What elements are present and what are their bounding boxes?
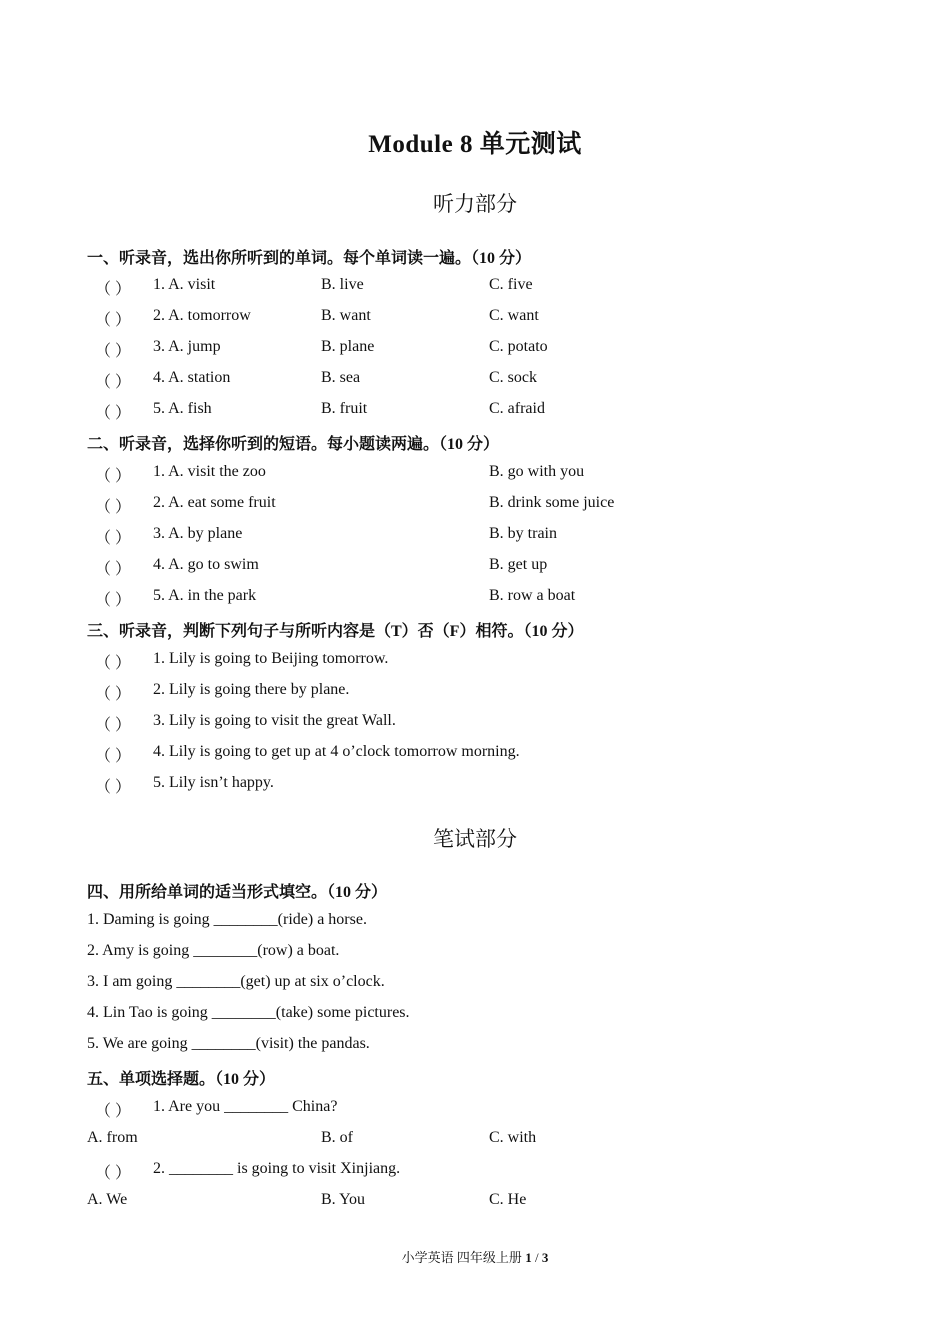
answer-blank[interactable]: （ ） bbox=[95, 748, 132, 765]
fill-text: 1. Daming is going ________(ride) a horse. bbox=[87, 911, 367, 928]
answer-blank[interactable]: （ ） bbox=[95, 405, 132, 422]
sec1-question-2 bbox=[0, 307, 950, 329]
option-b: B. sea bbox=[321, 369, 361, 386]
option-b: B. want bbox=[321, 307, 371, 324]
answer-blank[interactable]: （ ） bbox=[95, 281, 132, 298]
sec3-statement-5 bbox=[0, 774, 950, 796]
option-b[interactable]: B. of bbox=[321, 1129, 353, 1146]
statement-text: 1. Lily is going to Beijing tomorrow. bbox=[153, 650, 389, 667]
sec4-fill-5[interactable] bbox=[0, 1035, 950, 1057]
option-a[interactable]: A. from bbox=[87, 1129, 138, 1146]
answer-blank[interactable]: （ ） bbox=[95, 468, 132, 485]
answer-blank[interactable]: （ ） bbox=[95, 779, 132, 796]
footer-text: 小学英语 四年级上册 bbox=[401, 1250, 526, 1265]
answer-blank[interactable]: （ ） bbox=[95, 312, 132, 329]
option-b: B. row a boat bbox=[489, 587, 576, 604]
section-3-heading: 三、听录音，判断下列句子与所听内容是（T）否（F）相符。（10 分） bbox=[87, 623, 584, 640]
option-a: 4. A. station bbox=[153, 369, 231, 386]
answer-blank[interactable]: （ ） bbox=[95, 686, 132, 703]
option-a: 5. A. in the park bbox=[153, 587, 257, 604]
page-title: Module 8 单元测试 bbox=[368, 131, 582, 158]
sec2-question-4 bbox=[0, 556, 950, 578]
option-a: 2. A. tomorrow bbox=[153, 307, 251, 324]
option-b: B. fruit bbox=[321, 400, 368, 417]
sec1-question-4 bbox=[0, 369, 950, 391]
option-b: B. plane bbox=[321, 338, 375, 355]
sec1-question-5 bbox=[0, 400, 950, 422]
statement-text: 2. Lily is going there by plane. bbox=[153, 681, 350, 698]
option-b: B. by train bbox=[489, 525, 557, 542]
sec5-options-1 bbox=[0, 1129, 950, 1151]
answer-blank[interactable]: （ ） bbox=[95, 343, 132, 360]
answer-blank[interactable]: （ ） bbox=[95, 1103, 132, 1120]
sec4-fill-3[interactable] bbox=[0, 973, 950, 995]
page-number: 1 bbox=[525, 1250, 532, 1265]
section-1-heading: 一、听录音，选出你所听到的单词。每个单词读一遍。（10 分） bbox=[87, 250, 532, 267]
option-a: 3. A. jump bbox=[153, 338, 221, 355]
fill-text: 4. Lin Tao is going ________(take) some pictures. bbox=[87, 1004, 410, 1021]
option-a: 2. A. eat some fruit bbox=[153, 494, 276, 511]
answer-blank[interactable]: （ ） bbox=[95, 592, 132, 609]
option-c: C. want bbox=[489, 307, 539, 324]
sec1-question-3 bbox=[0, 338, 950, 360]
statement-text: 5. Lily isn’t happy. bbox=[153, 774, 274, 791]
question-text: 1. Are you ________ China? bbox=[153, 1098, 338, 1115]
statement-text: 4. Lily is going to get up at 4 o’clock tomorrow morning. bbox=[153, 743, 520, 760]
fill-text: 3. I am going ________(get) up at six o’clock. bbox=[87, 973, 385, 990]
option-b: B. live bbox=[321, 276, 364, 293]
option-c[interactable]: C. with bbox=[489, 1129, 537, 1146]
sec2-question-2 bbox=[0, 494, 950, 516]
sec1-question-1 bbox=[0, 276, 950, 298]
option-c: C. five bbox=[489, 276, 533, 293]
sec5-question-1 bbox=[0, 1098, 950, 1120]
question-text: 2. ________ is going to visit Xinjiang. bbox=[153, 1160, 401, 1177]
sec4-fill-4[interactable] bbox=[0, 1004, 950, 1026]
section-2-heading: 二、听录音，选择你听到的短语。每小题读两遍。（10 分） bbox=[87, 436, 500, 453]
option-a: 3. A. by plane bbox=[153, 525, 243, 542]
sec2-question-1 bbox=[0, 463, 950, 485]
fill-text: 2. Amy is going ________(row) a boat. bbox=[87, 942, 340, 959]
writing-part-heading: 笔试部分 bbox=[433, 827, 517, 851]
statement-text: 3. Lily is going to visit the great Wall. bbox=[153, 712, 396, 729]
option-a: 5. A. fish bbox=[153, 400, 212, 417]
option-a: 1. A. visit bbox=[153, 276, 216, 293]
sec3-statement-2 bbox=[0, 681, 950, 703]
option-c[interactable]: C. He bbox=[489, 1191, 527, 1208]
answer-blank[interactable]: （ ） bbox=[95, 499, 132, 516]
answer-blank[interactable]: （ ） bbox=[95, 655, 132, 672]
answer-blank[interactable]: （ ） bbox=[95, 374, 132, 391]
answer-blank[interactable]: （ ） bbox=[95, 717, 132, 734]
option-a[interactable]: A. We bbox=[87, 1191, 128, 1208]
option-a: 1. A. visit the zoo bbox=[153, 463, 266, 480]
option-c: C. afraid bbox=[489, 400, 545, 417]
listening-part-heading: 听力部分 bbox=[433, 192, 517, 216]
sec4-fill-2[interactable] bbox=[0, 942, 950, 964]
answer-blank[interactable]: （ ） bbox=[95, 561, 132, 578]
option-c: C. sock bbox=[489, 369, 537, 386]
option-c: C. potato bbox=[489, 338, 548, 355]
option-b: B. go with you bbox=[489, 463, 585, 480]
answer-blank[interactable]: （ ） bbox=[95, 530, 132, 547]
page-total: 3 bbox=[541, 1250, 549, 1265]
sec5-question-2 bbox=[0, 1160, 950, 1182]
option-b: B. get up bbox=[489, 556, 548, 573]
sec3-statement-1 bbox=[0, 650, 950, 672]
section-4-heading: 四、用所给单词的适当形式填空。（10 分） bbox=[87, 884, 388, 901]
sec4-fill-1[interactable] bbox=[0, 911, 950, 933]
option-b[interactable]: B. You bbox=[321, 1191, 366, 1208]
option-a: 4. A. go to swim bbox=[153, 556, 259, 573]
page-separator: / bbox=[531, 1250, 542, 1265]
option-b: B. drink some juice bbox=[489, 494, 615, 511]
fill-text: 5. We are going ________(visit) the pandas. bbox=[87, 1035, 370, 1052]
sec2-question-5 bbox=[0, 587, 950, 609]
sec2-question-3 bbox=[0, 525, 950, 547]
sec5-options-2 bbox=[0, 1191, 950, 1213]
sec3-statement-3 bbox=[0, 712, 950, 734]
section-5-heading: 五、单项选择题。（10 分） bbox=[87, 1071, 276, 1088]
sec3-statement-4 bbox=[0, 743, 950, 765]
page-footer bbox=[0, 1247, 950, 1266]
answer-blank[interactable]: （ ） bbox=[95, 1165, 132, 1182]
